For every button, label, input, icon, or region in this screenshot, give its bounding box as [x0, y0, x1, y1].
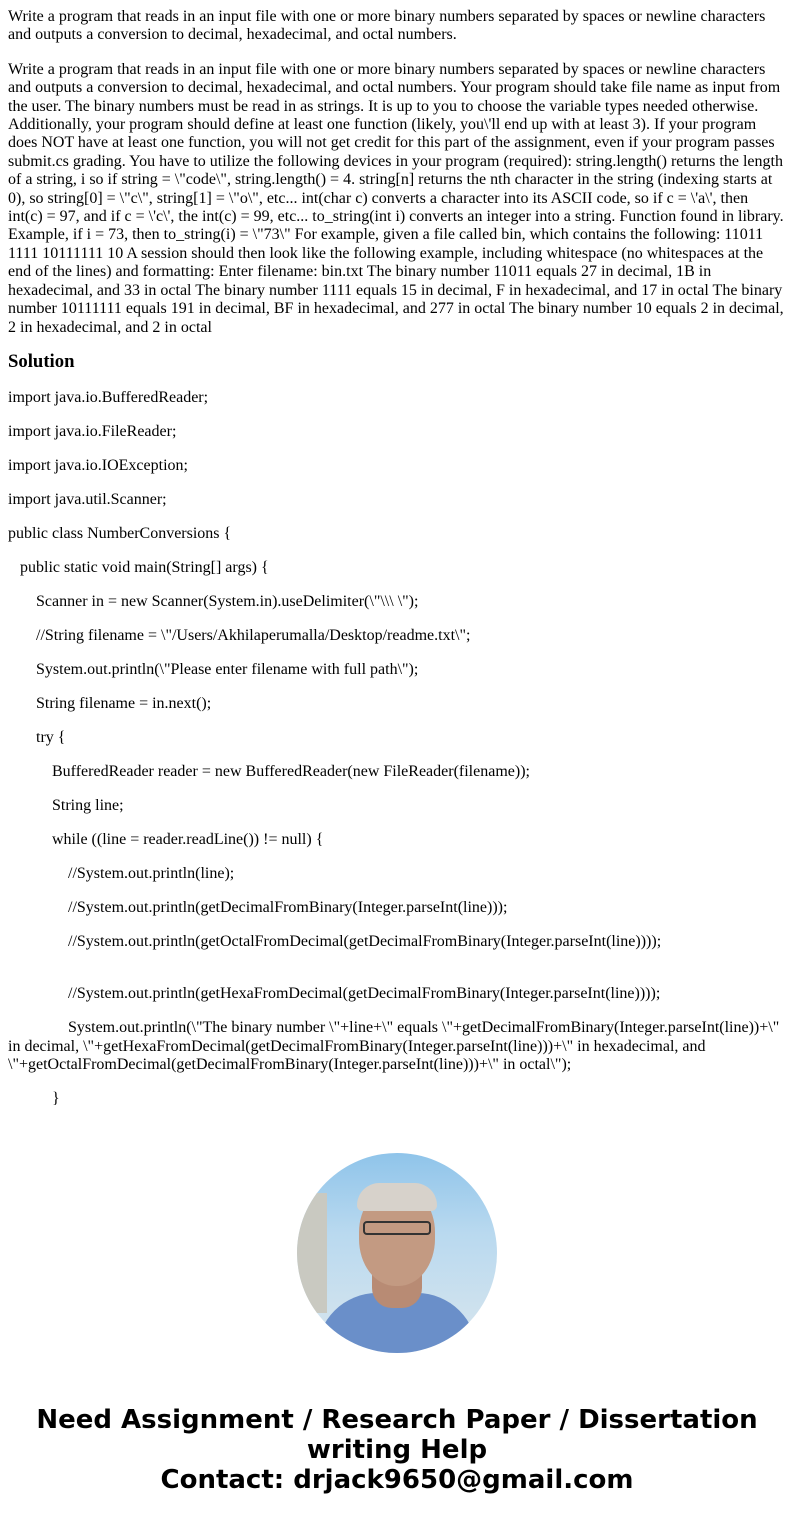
solution-heading: Solution [8, 350, 75, 372]
code-line: BufferedReader reader = new BufferedReader(new FileReader(filename)); [52, 763, 530, 781]
code-line: try { [36, 729, 66, 747]
code-line: //System.out.println(line); [68, 865, 235, 883]
code-line: //String filename = \"/Users/Akhilaperumalla/Desktop/readme.txt\"; [36, 627, 471, 645]
code-line: } [52, 1090, 60, 1108]
code-line: public static void main(String[] args) { [20, 559, 269, 577]
code-line: import java.util.Scanner; [8, 491, 167, 509]
code-line: String line; [52, 797, 124, 815]
solution-code [8, 389, 786, 1108]
code-line: import java.io.IOException; [8, 457, 188, 475]
code-line: System.out.println(\"The binary number \"+line+\" equals \"+getDecimalFromBinary(Integer.parseInt(line))+\" in decimal, \"+getHexaFromDecimal(getDecimalFromBinary(Integer.parseInt(line)))+\" in hexadecimal, and \"+getOctalFromDecimal(getDecimalFromBinary(Integer.parseInt(line)))+\" in octal\"); [8, 1019, 780, 1074]
contact-banner [0, 1405, 794, 1495]
code-line: public class NumberConversions { [8, 525, 232, 543]
code-line: import java.io.FileReader; [8, 423, 177, 441]
footer-contact: Contact: drjack9650@gmail.com [160, 1465, 634, 1495]
question-summary: Write a program that reads in an input file with one or more binary numbers separated by spaces or newline characters and outputs a conversion to decimal, hexadecimal, and octal numbers. [8, 8, 766, 44]
code-line: import java.io.BufferedReader; [8, 389, 209, 407]
glasses-icon [363, 1221, 431, 1235]
author-photo [297, 1153, 497, 1353]
code-line: //System.out.println(getHexaFromDecimal(getDecimalFromBinary(Integer.parseInt(line)))); [68, 985, 661, 1003]
footer-headline: Need Assignment / Research Paper / Dissertation writing Help [36, 1405, 758, 1465]
code-line: Scanner in = new Scanner(System.in).useDelimiter(\"\\\ \"); [36, 593, 419, 611]
code-line: //System.out.println(getDecimalFromBinary(Integer.parseInt(line))); [68, 899, 508, 917]
code-line: //System.out.println(getOctalFromDecimal(getDecimalFromBinary(Integer.parseInt(line)))); [68, 933, 662, 951]
code-line: String filename = in.next(); [36, 695, 212, 713]
code-line: while ((line = reader.readLine()) != null) { [52, 831, 324, 849]
question-full: Write a program that reads in an input file with one or more binary numbers separated by spaces or newline characters and outputs a conversion to decimal, hexadecimal, and octal numbers. Your program should take file name as input from the user. The binary numbers must be read in as strings. It is up to you to choose the variable types needed otherwise. Additionally, your program should define at least one function (likely, you\'ll end up with at least 3). If your program does NOT have at least one function, you will not get credit for this part of the assignment, even if your program passes submit.cs grading. You have to utilize the following devices in your program (required): string.length() returns the length of a string, i so if string = \"code\", string.length() = 4. string[n] returns the nth character in the string (indexing starts at 0), so string[0] = \"c\", string[1] = \"o\", etc... int(char c) converts a character into its ASCII code, so if c = \'a\', then int(c) = 97, and if c = \'c\', the int(c) = 99, etc... to_string(int i) converts an integer into a string. Function found in library. Example, if i = 73, then to_string(i) = \"73\" For example, given a file called bin, which contains the following: 11011 1111 10111111 10 A session should then look like the following example, including whitespace (no whitespaces at the end of the lines) and formatting: Enter filename: bin.txt The binary number 11011 equals 27 in decimal, 1B in hexadecimal, and 33 in octal The binary number 1111 equals 15 in decimal, F in hexadecimal, and 17 in octal The binary number 10111111 equals 191 in decimal, BF in hexadecimal, and 277 in octal The binary number 10 equals 2 in decimal, 2 in hexadecimal, and 2 in octal [8, 60, 784, 336]
code-line: System.out.println(\"Please enter filename with full path\"); [36, 661, 419, 679]
